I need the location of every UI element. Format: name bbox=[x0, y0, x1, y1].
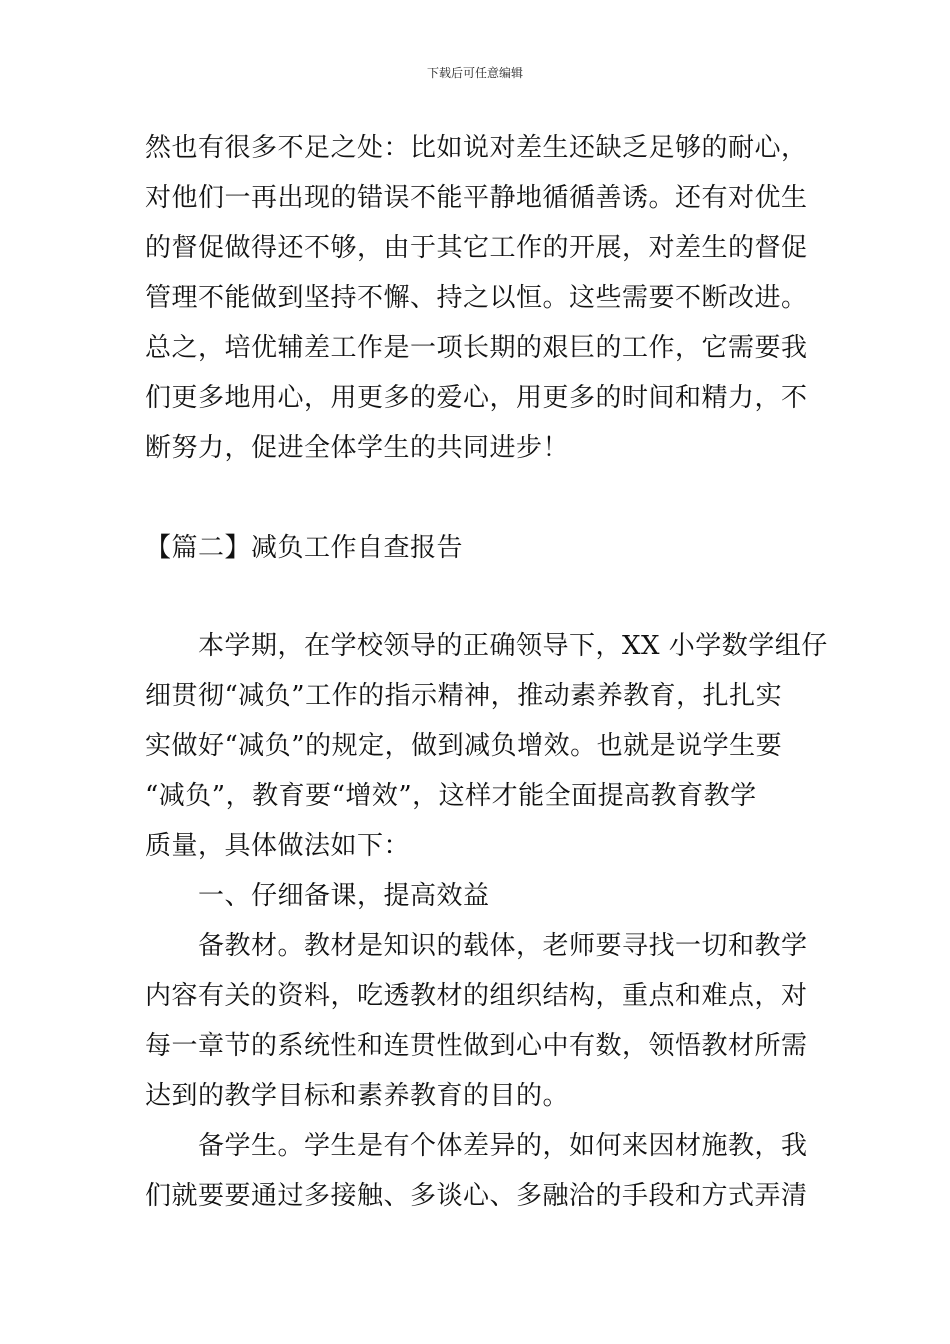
subheading: 一、仔细备课，提高效益 bbox=[198, 881, 490, 911]
text-line: 管理不能做到坚持不懈、持之以恒。这些需要不断改进。 bbox=[145, 283, 808, 313]
text-line: 们就要要通过多接触、多谈心、多融洽的手段和方式弄清 bbox=[145, 1181, 808, 1211]
text-line: “减负”，教育要“增效”，这样才能全面提高教育教学 bbox=[145, 781, 757, 811]
text-line: 们更多地用心，用更多的爱心，用更多的时间和精力，不 bbox=[145, 383, 808, 413]
text-line: 每一章节的系统性和连贯性做到心中有数，领悟教材所需 bbox=[145, 1031, 808, 1061]
text-line: 质量，具体做法如下： bbox=[145, 831, 411, 861]
text-line: 内容有关的资料，吃透教材的组织结构，重点和难点，对 bbox=[145, 981, 808, 1011]
text-line: 细贯彻“减负”工作的指示精神，推动素养教育，扎扎实 bbox=[145, 681, 783, 711]
text-line: 然也有很多不足之处：比如说对差生还缺乏足够的耐心， bbox=[145, 133, 808, 163]
text-line: 断努力，促进全体学生的共同进步！ bbox=[145, 433, 570, 463]
text-line: 本学期，在学校领导的正确领导下，XX 小学数学组仔 bbox=[198, 631, 828, 661]
text-line: 备学生。学生是有个体差异的，如何来因材施教，我 bbox=[198, 1131, 808, 1161]
text-line: 达到的教学目标和素养教育的目的。 bbox=[145, 1081, 570, 1111]
text-line: 备教材。教材是知识的载体，老师要寻找一切和教学 bbox=[198, 931, 808, 961]
section-title: 【篇二】减负工作自查报告 bbox=[145, 533, 464, 563]
page-header: 下载后可任意编辑 bbox=[426, 66, 523, 80]
text-line: 实做好“减负”的规定，做到减负增效。也就是说学生要 bbox=[145, 731, 783, 761]
text-line: 的督促做得还不够，由于其它工作的开展，对差生的督促 bbox=[145, 233, 808, 263]
text-line: 对他们一再出现的错误不能平静地循循善诱。还有对优生 bbox=[145, 183, 808, 213]
text-line: 总之，培优辅差工作是一项长期的艰巨的工作，它需要我 bbox=[145, 333, 808, 363]
